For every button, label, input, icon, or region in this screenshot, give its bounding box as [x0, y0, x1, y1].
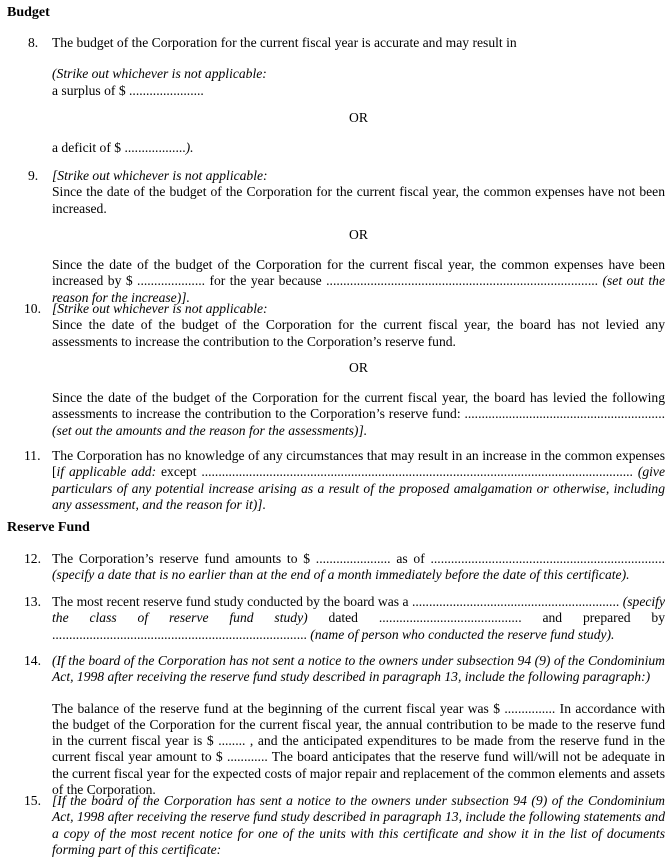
paragraph-14: [24, 653, 665, 798]
instruction-text: [Strike out whichever is not applicable:: [52, 301, 268, 316]
paragraph-8: [28, 35, 665, 99]
paragraph-15: [24, 793, 665, 858]
paragraph-number: 9.: [28, 168, 39, 183]
paragraph-9-option-2: Since the date of the budget of the Corporation for the current fiscal year, the common expenses have been increased by $ .................... for the year because ................................................................................ (set out the reason for the increase)].: [52, 257, 665, 305]
paragraph-10-option-2: Since the date of the budget of the Corporation for the current fiscal year, the board has levied the following assessments to increase the contribution to the Corporation’s reserve fund: ........................................................... (set out the amounts and the reason for the assessments)].: [52, 390, 665, 438]
instruction-text: [If the board of the Corporation has sent a notice to the owners under subsection 94 (9) of the Condominium Act, 1998 after receiving the reserve fund study described in paragraph 13, include the following statements and a copy of the most recent notice for one of the units with this certificate and show it in the list of documents forming part of this certificate:: [52, 793, 665, 857]
or-separator: OR: [349, 227, 368, 242]
or-separator: OR: [349, 360, 368, 375]
paragraph-11: 11. The Corporation has no knowledge of any circumstances that may result in an increase in the common expenses [if applicable add: except ............................................................................................................................... (give particulars of any potential increase arising as a result of the proposed amalgamation or otherwise, including any assessment, and the reason for it)].: [24, 448, 665, 512]
section-heading-budget: Budget: [7, 5, 50, 20]
paragraph-text: Since the date of the budget of the Corporation for the current fiscal year, the common expenses have not been increased.: [52, 184, 665, 216]
paragraph-12: 12. The Corporation’s reserve fund amounts to $ ...................... as of ..................................................................... (specify a date that is no earlier than at the end of a month immediately before the date of this certificate).: [24, 551, 665, 583]
paragraph-number: 15.: [24, 793, 41, 808]
paragraph-10: [24, 301, 665, 350]
paragraph-number: 13.: [24, 594, 41, 609]
or-separator: OR: [349, 110, 368, 125]
instruction-text: [Strike out whichever is not applicable:: [52, 168, 268, 183]
paragraph-text: Since the date of the budget of the Corporation for the current fiscal year, the board has not levied any assessments to increase the contribution to the Corporation’s reserve fund.: [52, 317, 665, 349]
paragraph-text: The balance of the reserve fund at the beginning of the current fiscal year was $ ............... In accordance with the budget of the Corporation for the current fiscal year, the annual contribution to be made to the reserve fund in the current fiscal year is $ ........ , and the anticipated expenditures to be made from the reserve fund in the current fiscal year amount to $ ............ The board anticipates that the reserve fund will/will not be adequate in the current fiscal year for the expected costs of major repair and replacement of the common elements and assets of the Corporation.: [52, 700, 665, 798]
paragraph-number: 8.: [28, 35, 39, 50]
paragraph-number: 11.: [24, 448, 41, 463]
paragraph-number: 12.: [24, 551, 41, 566]
paragraph-number: 14.: [24, 653, 41, 668]
surplus-line: a surplus of $ ......................: [52, 82, 204, 98]
paragraph-number: 10.: [24, 301, 41, 316]
instruction-text: (If the board of the Corporation has not sent a notice to the owners under subsection 94 (9) of the Condominium Act, 1998 after receiving the reserve fund study described in paragraph 13, include the following paragraph:): [52, 653, 665, 685]
section-heading-reserve-fund: Reserve Fund: [7, 520, 90, 535]
instruction-text: (Strike out whichever is not applicable:: [52, 66, 267, 82]
paragraph-9: [28, 168, 665, 217]
deficit-line: a deficit of $ ..................).: [52, 140, 194, 155]
paragraph-text: The budget of the Corporation for the current fiscal year is accurate and may result in: [52, 35, 517, 50]
paragraph-13: 13. The most recent reserve fund study conducted by the board was a ............................................................. (specify the class of reserve fund study) dated .......................................... and prepared by ........................................................................... (name of person who conducted the reserve fund study).: [24, 594, 665, 642]
